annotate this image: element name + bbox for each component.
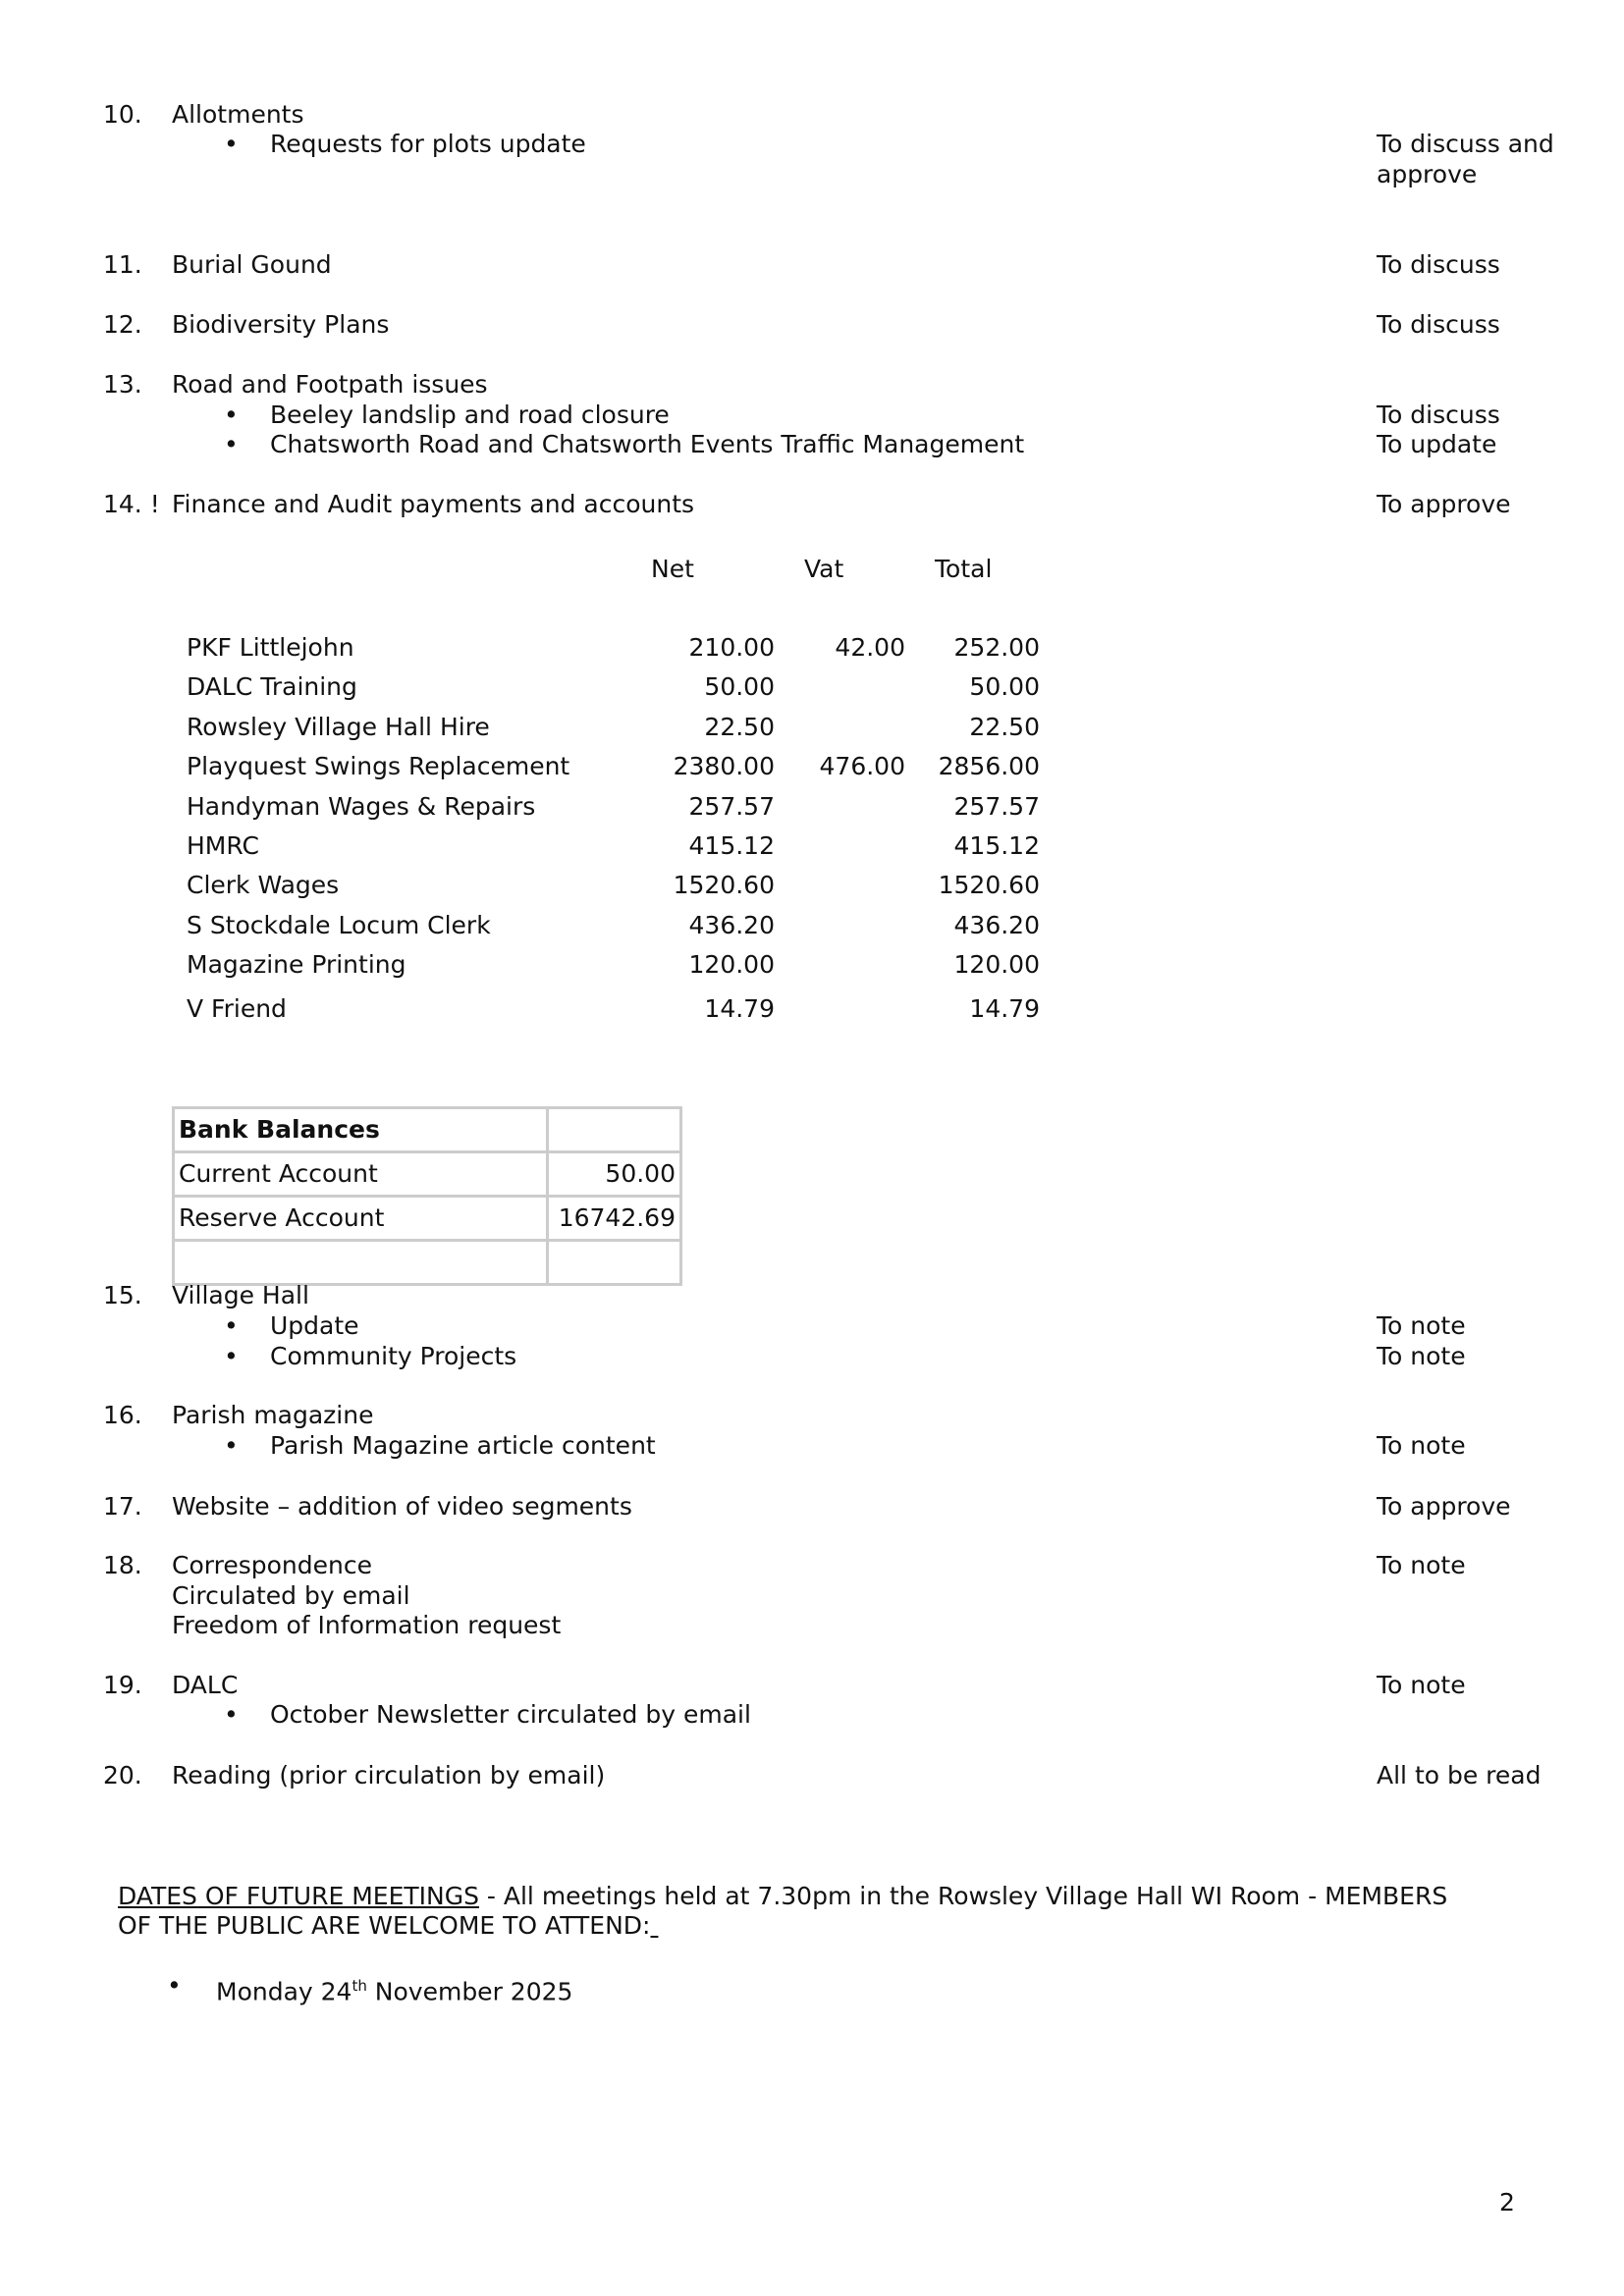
item-action: To discuss [1377,400,1500,429]
net-amount: 14.79 [704,994,775,1023]
net-amount: 120.00 [688,950,775,979]
item-number: 13. [103,370,142,399]
bullet: • [224,1311,239,1340]
item-title: Biodiversity Plans [172,310,390,339]
item-title: Village Hall [172,1281,309,1309]
item-action: To note [1377,1431,1466,1460]
account-name: Current Account [174,1152,548,1197]
payee: S Stockdale Locum Clerk [187,911,491,939]
net-amount: 2380.00 [673,752,775,780]
item-action: To discuss and [1377,130,1554,158]
payee: HMRC [187,831,259,860]
item-action: To note [1377,1342,1466,1370]
item-title: Website – addition of video segments [172,1492,632,1521]
bullet: • [224,130,239,158]
item-title: Burial Gound [172,250,332,279]
total-amount: 22.50 [969,713,1040,741]
net-amount: 50.00 [704,672,775,701]
item-action: To discuss [1377,250,1500,279]
bullet: • [224,1431,239,1460]
vat-amount: 476.00 [819,752,905,780]
item-bullet: October Newsletter circulated by email [270,1700,751,1729]
item-action: To discuss [1377,310,1500,339]
item-action: To update [1377,430,1497,458]
item-number: 10. [103,100,142,129]
net-amount: 415.12 [688,831,775,860]
item-title: Road and Footpath issues [172,370,488,399]
page-number: 2 [1499,2188,1515,2216]
future-heading: DATES OF FUTURE MEETINGS [118,1882,479,1910]
bullet: • [224,430,239,458]
item-action: approve [1377,160,1478,188]
total-amount: 257.57 [953,792,1040,821]
future-text: OF THE PUBLIC ARE WELCOME TO ATTEND: [118,1911,651,1940]
future-text: - All meetings held at 7.30pm in the Rowsley Village Hall WI Room - MEMBERS [478,1882,1448,1910]
col-header-net: Net [651,555,694,583]
item-line: Freedom of Information request [172,1611,562,1639]
bullet: • [224,400,239,429]
bank-title: Bank Balances [174,1108,548,1152]
payee: V Friend [187,994,287,1023]
item-bullet: Community Projects [270,1342,517,1370]
item-line: Circulated by email [172,1581,410,1610]
account-name: Reserve Account [174,1197,548,1241]
net-amount: 257.57 [688,792,775,821]
col-header-total: Total [935,555,993,583]
bullet: • [224,1700,239,1729]
total-amount: 50.00 [969,672,1040,701]
payee: DALC Training [187,672,357,701]
item-title: Finance and Audit payments and accounts [172,490,695,518]
item-number: 18. [103,1551,142,1579]
total-amount: 436.20 [953,911,1040,939]
total-amount: 120.00 [953,950,1040,979]
account-balance: 16742.69 [548,1197,681,1241]
item-bullet: Beeley landslip and road closure [270,400,670,429]
total-amount: 2856.00 [938,752,1040,780]
item-title: Allotments [172,100,304,129]
item-bullet: Chatsworth Road and Chatsworth Events Traffic Management [270,430,1025,458]
item-title: Reading (prior circulation by email) [172,1761,606,1789]
item-bullet: Requests for plots update [270,130,586,158]
account-balance: 50.00 [548,1152,681,1197]
payee: Handyman Wages & Repairs [187,792,536,821]
item-number: 20. [103,1761,142,1789]
bullet: • [224,1342,239,1370]
bank-balances-table [172,1106,682,1286]
total-amount: 14.79 [969,994,1040,1023]
item-action: To approve [1377,1492,1511,1521]
payee: PKF Littlejohn [187,633,354,662]
item-title: Parish magazine [172,1401,374,1429]
payee: Clerk Wages [187,871,340,899]
col-header-vat: Vat [804,555,844,583]
item-title: DALC [172,1671,239,1699]
item-bullet: Update [270,1311,359,1340]
bullet: • [167,1971,182,2000]
item-action: All to be read [1377,1761,1542,1789]
payee: Rowsley Village Hall Hire [187,713,490,741]
payee: Playquest Swings Replacement [187,752,570,780]
item-number: 16. [103,1401,142,1429]
net-amount: 1520.60 [673,871,775,899]
vat-amount: 42.00 [835,633,905,662]
total-amount: 252.00 [953,633,1040,662]
net-amount: 22.50 [704,713,775,741]
total-amount: 415.12 [953,831,1040,860]
item-number: 12. [103,310,142,339]
item-action: To note [1377,1671,1466,1699]
item-bullet: Parish Magazine article content [270,1431,656,1460]
item-action: To note [1377,1311,1466,1340]
item-number: 11. [103,250,142,279]
payee: Magazine Printing [187,950,406,979]
item-action: To approve [1377,490,1511,518]
meeting-date: Monday 24th November 2025 [216,1977,573,2006]
item-title: Correspondence [172,1551,372,1579]
item-number: 15. [103,1281,142,1309]
item-number: 14. ! [103,490,160,518]
item-number: 19. [103,1671,142,1699]
total-amount: 1520.60 [938,871,1040,899]
net-amount: 436.20 [688,911,775,939]
item-number: 17. [103,1492,142,1521]
item-action: To note [1377,1551,1466,1579]
net-amount: 210.00 [688,633,775,662]
